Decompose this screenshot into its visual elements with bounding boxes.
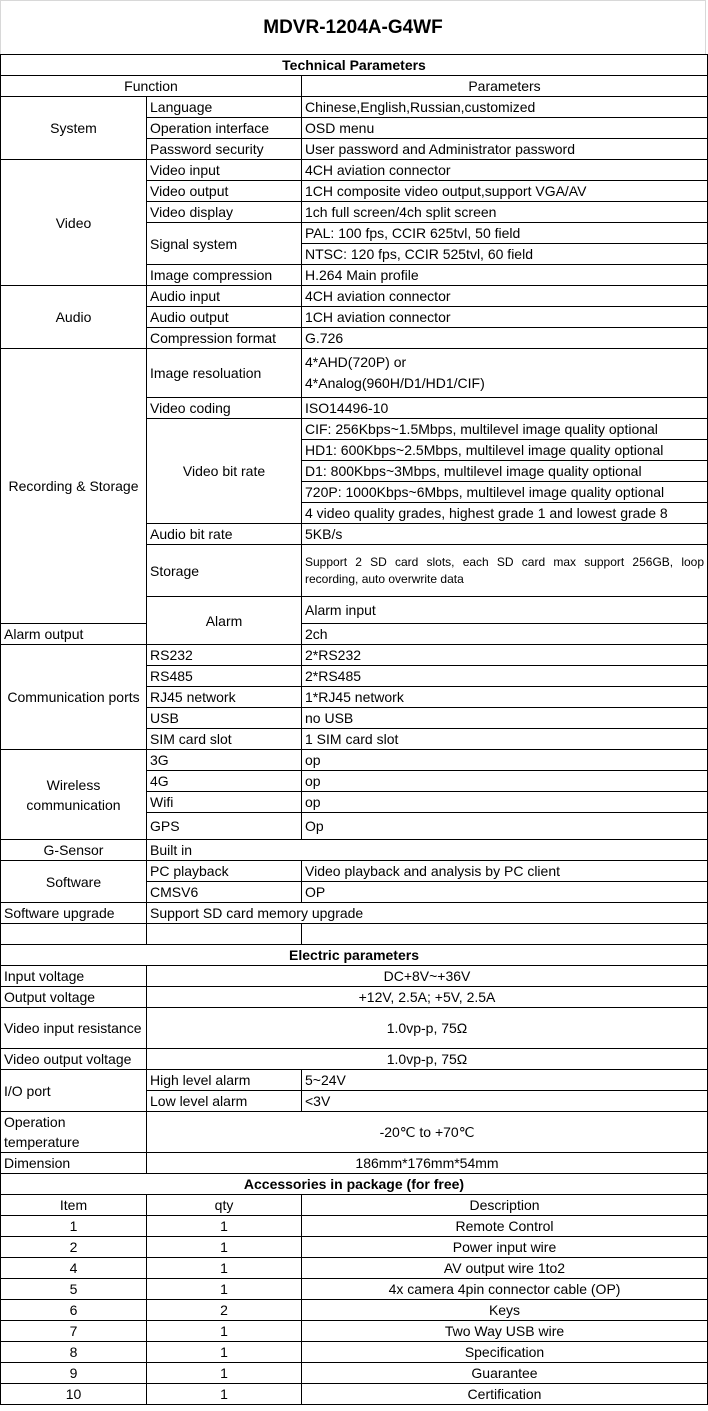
qty-header: qty bbox=[147, 1195, 302, 1216]
table-row bbox=[1, 840, 708, 861]
param-value: G.726 bbox=[302, 328, 708, 349]
description-header: Description bbox=[302, 1195, 708, 1216]
param-name: Image resoluation bbox=[147, 349, 302, 398]
param-value: OP bbox=[302, 882, 708, 903]
accessory-item: 10 bbox=[1, 1384, 147, 1405]
accessory-row bbox=[1, 1342, 708, 1363]
param-value: DC+8V~+36V bbox=[147, 966, 708, 987]
group-io-port: I/O port bbox=[1, 1070, 147, 1112]
param-value: 2*RS485 bbox=[302, 666, 708, 687]
accessory-description: Guarantee bbox=[302, 1363, 708, 1384]
column-header-row bbox=[1, 1195, 708, 1216]
accessory-row bbox=[1, 1216, 708, 1237]
accessory-row bbox=[1, 1384, 708, 1405]
param-value: ISO14496-10 bbox=[302, 398, 708, 419]
param-value: 1CH composite video output,support VGA/AV bbox=[302, 181, 708, 202]
empty-cell bbox=[1, 924, 147, 945]
param-value: 4 video quality grades, highest grade 1 and lowest grade 8 bbox=[302, 503, 708, 524]
accessory-row bbox=[1, 1300, 708, 1321]
param-name: Dimension bbox=[1, 1153, 147, 1174]
table-row bbox=[1, 645, 708, 666]
param-value: 1CH aviation connector bbox=[302, 307, 708, 328]
accessory-item: 6 bbox=[1, 1300, 147, 1321]
accessory-item: 8 bbox=[1, 1342, 147, 1363]
param-name: RS232 bbox=[147, 645, 302, 666]
accessory-description: AV output wire 1to2 bbox=[302, 1258, 708, 1279]
param-value: 1.0vp-p, 75Ω bbox=[147, 1008, 708, 1049]
param-value: PAL: 100 fps, CCIR 625tvl, 50 field bbox=[302, 223, 708, 244]
accessory-item: 7 bbox=[1, 1321, 147, 1342]
table-row bbox=[1, 987, 708, 1008]
group-g-sensor: G-Sensor bbox=[1, 840, 147, 861]
accessory-description: Power input wire bbox=[302, 1237, 708, 1258]
column-header-row bbox=[1, 76, 708, 97]
accessory-row bbox=[1, 1258, 708, 1279]
param-name: 4G bbox=[147, 771, 302, 792]
accessory-qty: 1 bbox=[147, 1216, 302, 1237]
param-name: Audio input bbox=[147, 286, 302, 307]
electric-section-title: Electric parameters bbox=[1, 945, 708, 966]
param-value: 1.0vp-p, 75Ω bbox=[147, 1049, 708, 1070]
param-value: D1: 800Kbps~3Mbps, multilevel image quality optional bbox=[302, 461, 708, 482]
param-value: op bbox=[302, 792, 708, 813]
accessory-qty: 1 bbox=[147, 1321, 302, 1342]
param-value: Support 2 SD card slots, each SD card max support 256GB, loop recording, auto overwrite data bbox=[302, 545, 708, 597]
table-row bbox=[1, 160, 708, 181]
group-software-upgrade: Software upgrade bbox=[1, 903, 147, 924]
param-value: HD1: 600Kbps~2.5Mbps, multilevel image quality optional bbox=[302, 440, 708, 461]
param-value: 1 SIM card slot bbox=[302, 729, 708, 750]
group-audio: Audio bbox=[1, 286, 147, 349]
table-row bbox=[1, 1070, 708, 1091]
param-value: Op bbox=[302, 813, 708, 840]
table-row bbox=[1, 750, 708, 771]
function-header: Function bbox=[1, 76, 302, 97]
param-value: 2ch bbox=[302, 624, 708, 645]
param-name: Video display bbox=[147, 202, 302, 223]
param-value: CIF: 256Kbps~1.5Mbps, multilevel image quality optional bbox=[302, 419, 708, 440]
param-name: Input voltage bbox=[1, 966, 147, 987]
param-name: Video output bbox=[147, 181, 302, 202]
param-name: USB bbox=[147, 708, 302, 729]
param-value: 2*RS232 bbox=[302, 645, 708, 666]
param-name: Video bit rate bbox=[147, 419, 302, 524]
param-value: User password and Administrator password bbox=[302, 139, 708, 160]
param-name: Operation interface bbox=[147, 118, 302, 139]
item-header: Item bbox=[1, 1195, 147, 1216]
param-value: op bbox=[302, 750, 708, 771]
param-value: Built in bbox=[147, 840, 708, 861]
group-system: System bbox=[1, 97, 147, 160]
accessory-row bbox=[1, 1279, 708, 1300]
group-video: Video bbox=[1, 160, 147, 286]
table-row bbox=[1, 1049, 708, 1070]
table-row bbox=[1, 286, 708, 307]
table-row bbox=[1, 1008, 708, 1049]
empty-cell bbox=[147, 924, 302, 945]
param-name: Audio output bbox=[147, 307, 302, 328]
accessory-description: Remote Control bbox=[302, 1216, 708, 1237]
accessory-row bbox=[1, 1363, 708, 1384]
accessory-qty: 2 bbox=[147, 1300, 302, 1321]
param-value: Support SD card memory upgrade bbox=[147, 903, 708, 924]
param-value: 1ch full screen/4ch split screen bbox=[302, 202, 708, 223]
accessory-qty: 1 bbox=[147, 1363, 302, 1384]
table-row bbox=[1, 861, 708, 882]
section-header-row bbox=[1, 1174, 708, 1195]
param-value: op bbox=[302, 771, 708, 792]
param-value: 1*RJ45 network bbox=[302, 687, 708, 708]
accessory-item: 1 bbox=[1, 1216, 147, 1237]
param-name: GPS bbox=[147, 813, 302, 840]
accessory-qty: 1 bbox=[147, 1258, 302, 1279]
param-value: no USB bbox=[302, 708, 708, 729]
table-row bbox=[1, 349, 708, 398]
param-value: Chinese,English,Russian,customized bbox=[302, 97, 708, 118]
param-value: OSD menu bbox=[302, 118, 708, 139]
accessory-qty: 1 bbox=[147, 1384, 302, 1405]
param-value: NTSC: 120 fps, CCIR 525tvl, 60 field bbox=[302, 244, 708, 265]
accessory-description: Certification bbox=[302, 1384, 708, 1405]
param-name: High level alarm bbox=[147, 1070, 302, 1091]
param-name: Compression format bbox=[147, 328, 302, 349]
param-value bbox=[302, 349, 708, 398]
param-value: 720P: 1000Kbps~6Mbps, multilevel image quality optional bbox=[302, 482, 708, 503]
param-name: Video input bbox=[147, 160, 302, 181]
table-row bbox=[1, 903, 708, 924]
param-name: 3G bbox=[147, 750, 302, 771]
param-name: Operation temperature bbox=[1, 1112, 147, 1153]
accessory-item: 4 bbox=[1, 1258, 147, 1279]
table-row bbox=[1, 1153, 708, 1174]
accessories-section-title: Accessories in package (for free) bbox=[1, 1174, 708, 1195]
param-name: Video output voltage bbox=[1, 1049, 147, 1070]
param-value: 186mm*176mm*54mm bbox=[147, 1153, 708, 1174]
param-value-line: 4*Analog(960H/D1/HD1/CIF) bbox=[305, 375, 485, 391]
accessory-description: Specification bbox=[302, 1342, 708, 1363]
param-name: Low level alarm bbox=[147, 1091, 302, 1112]
group-recording-storage: Recording & Storage bbox=[1, 349, 147, 624]
param-value: 4CH aviation connector bbox=[302, 286, 708, 307]
param-value: +12V, 2.5A; +5V, 2.5A bbox=[147, 987, 708, 1008]
param-value: Video playback and analysis by PC client bbox=[302, 861, 708, 882]
accessory-description: 4x camera 4pin connector cable (OP) bbox=[302, 1279, 708, 1300]
table-row bbox=[1, 624, 708, 645]
accessory-qty: 1 bbox=[147, 1237, 302, 1258]
param-name: Storage bbox=[147, 545, 302, 597]
accessory-item: 2 bbox=[1, 1237, 147, 1258]
param-value: -20℃ to +70℃ bbox=[147, 1112, 708, 1153]
table-row bbox=[1, 97, 708, 118]
param-name: RJ45 network bbox=[147, 687, 302, 708]
accessory-item: 5 bbox=[1, 1279, 147, 1300]
param-name: Video input resistance bbox=[1, 1008, 147, 1049]
param-name: PC playback bbox=[147, 861, 302, 882]
param-name: Signal system bbox=[147, 223, 302, 265]
document-title: MDVR-1204A-G4WF bbox=[0, 0, 706, 54]
param-name: Wifi bbox=[147, 792, 302, 813]
param-name: Password security bbox=[147, 139, 302, 160]
table-row bbox=[1, 966, 708, 987]
param-name: Alarm input bbox=[302, 597, 708, 624]
group-software: Software bbox=[1, 861, 147, 903]
param-name: RS485 bbox=[147, 666, 302, 687]
accessory-qty: 1 bbox=[147, 1279, 302, 1300]
spec-table bbox=[0, 54, 708, 1405]
accessory-row bbox=[1, 1237, 708, 1258]
section-header-row bbox=[1, 55, 708, 76]
group-alarm: Alarm bbox=[147, 597, 302, 645]
param-name: SIM card slot bbox=[147, 729, 302, 750]
parameters-header: Parameters bbox=[302, 76, 708, 97]
param-value-line: 4*AHD(720P) or bbox=[305, 354, 407, 370]
technical-section-title: Technical Parameters bbox=[1, 55, 708, 76]
param-name: Language bbox=[147, 97, 302, 118]
empty-row bbox=[1, 924, 708, 945]
accessory-row bbox=[1, 1321, 708, 1342]
param-value: H.264 Main profile bbox=[302, 265, 708, 286]
param-name: Alarm output bbox=[1, 624, 147, 645]
accessory-item: 9 bbox=[1, 1363, 147, 1384]
accessory-description: Two Way USB wire bbox=[302, 1321, 708, 1342]
param-name: Image compression bbox=[147, 265, 302, 286]
param-value: <3V bbox=[302, 1091, 708, 1112]
group-wireless-communication: Wireless communication bbox=[1, 750, 147, 840]
empty-cell bbox=[302, 924, 708, 945]
param-value: 4CH aviation connector bbox=[302, 160, 708, 181]
param-value: 5~24V bbox=[302, 1070, 708, 1091]
group-communication-ports: Communication ports bbox=[1, 645, 147, 750]
accessories-list bbox=[1, 1216, 708, 1405]
section-header-row bbox=[1, 945, 708, 966]
accessory-qty: 1 bbox=[147, 1342, 302, 1363]
param-value: 5KB/s bbox=[302, 524, 708, 545]
param-name: CMSV6 bbox=[147, 882, 302, 903]
param-name: Audio bit rate bbox=[147, 524, 302, 545]
table-row bbox=[1, 1112, 708, 1153]
accessory-description: Keys bbox=[302, 1300, 708, 1321]
param-name: Output voltage bbox=[1, 987, 147, 1008]
param-name: Video coding bbox=[147, 398, 302, 419]
